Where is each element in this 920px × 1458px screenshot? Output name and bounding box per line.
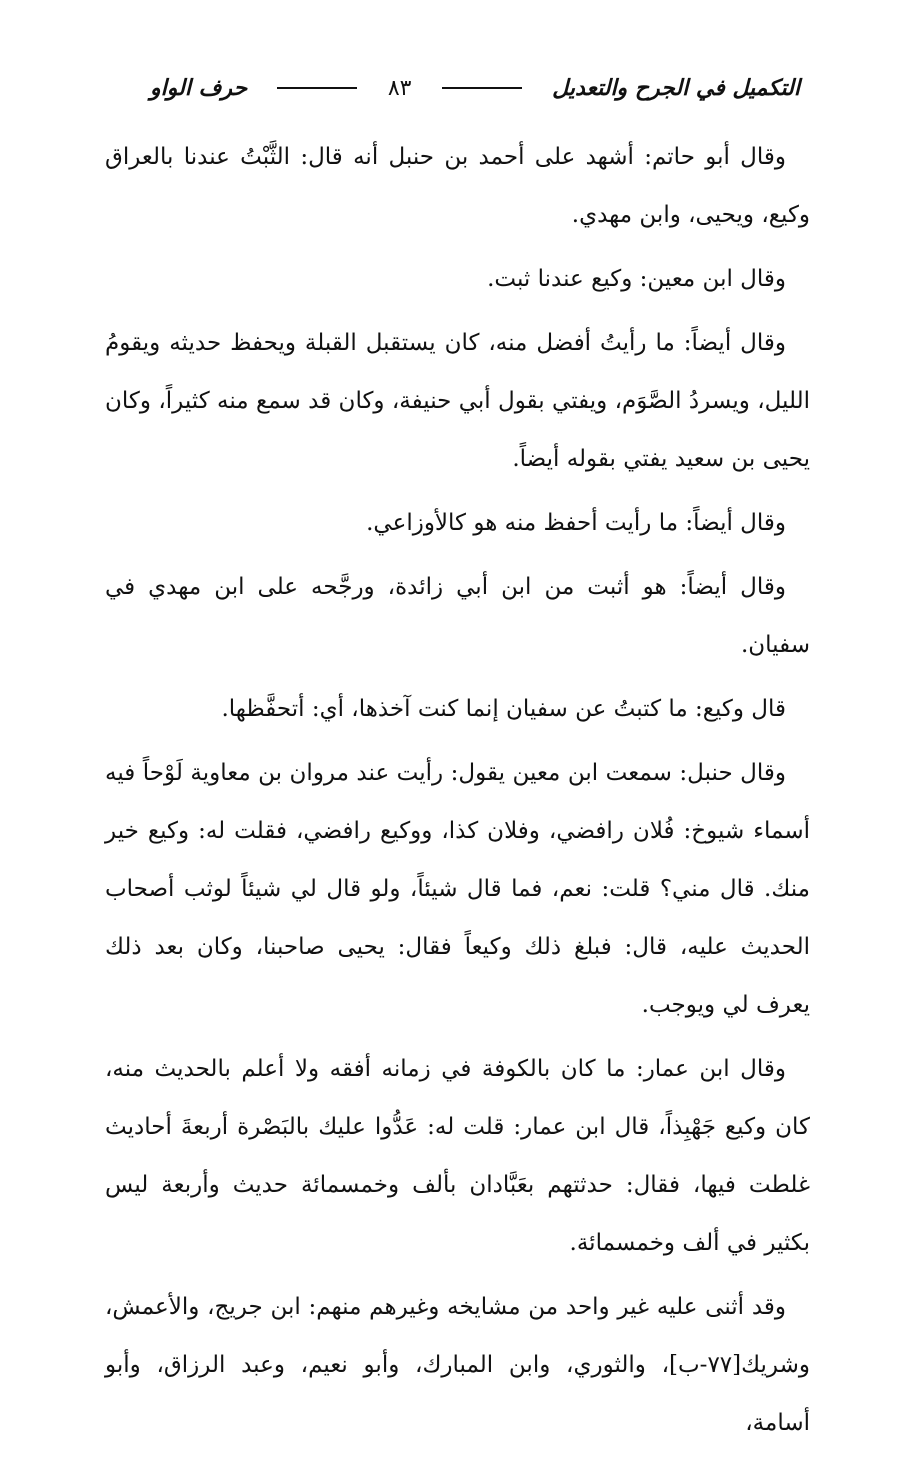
page-number: ٨٣ [387,75,412,101]
header-rule-right [442,87,522,89]
paragraph-athbat: وقال أيضاً: هو أثبت من ابن أبي زائدة، ورجَّحه على ابن مهدي في سفيان. [105,574,810,658]
paragraph-ahfaz-minhu: وقال أيضاً: ما رأيت أحفظ منه هو كالأوزاعي. [366,510,786,536]
paragraph-ibn-ammar: وقال ابن عمار: ما كان بالكوفة في زمانه أفقه ولا أعلم بالحديث منه، كان وكيع جَهْبِذاً، قال ابن عمار: قلت له: عَدُّوا عليك بالبَصْرة أربعةَ أحاديث غلطت فيها، فقال: حدثتهم بعَبَّادان بألف وخمسمائة حديث وأربعة ليس بكثير في ألف وخمسمائة. [105,1056,810,1256]
paragraph-ibn-maeen: وقال ابن معين: وكيع عندنا ثبت. [487,266,786,292]
running-header [150,68,800,108]
paragraph-praise: وقد أثنى عليه غير واحد من مشايخه وغيرهم منهم: ابن جريج، والأعمش، وشريك[٧٧-ب]، والثوري، وابن المبارك، وأبو نعيم، وعبد الرزاق، وأبو أسامة، [105,1294,810,1436]
page-body [105,128,810,1458]
book-title: التكميل في الجرح والتعديل [552,75,800,101]
paragraph-hanbal: وقال حنبل: سمعت ابن معين يقول: رأيت عند مروان بن معاوية لَوْحاً فيه أسماء شيوخ: فُلان رافضي، وفلان كذا، ووكيع رافضي، فقلت له: وكيع خير منك. قال مني؟ قلت: نعم، فما قال شيئاً، ولو قال لي شيئاً لوثب أصحاب الحديث عليه، قال: فبلغ ذلك وكيعاً فقال: يحيى صاحبنا، وكان بعد ذلك يعرف لي ويوجب. [105,760,810,1018]
paragraph-waki-quote: قال وكيع: ما كتبتُ عن سفيان إنما كنت آخذها، أي: أتحفَّظها. [221,696,786,722]
chapter-title: حرف الواو [150,75,248,101]
paragraph-abu-hatim: وقال أبو حاتم: أشهد على أحمد بن حنبل أنه قال: الثَّبْتُ عندنا بالعراق وكيع، ويحيى، وابن مهدي. [105,144,810,228]
header-rule-left [277,87,357,89]
paragraph-afdal-minhu: وقال أيضاً: ما رأيتُ أفضل منه، كان يستقبل القبلة ويحفظ حديثه ويقومُ الليل، ويسردُ الصَّوَم، ويفتي بقول أبي حنيفة، وكان قد سمع منه كثيراً، وكان يحيى بن سعيد يفتي بقوله أيضاً. [105,330,810,472]
